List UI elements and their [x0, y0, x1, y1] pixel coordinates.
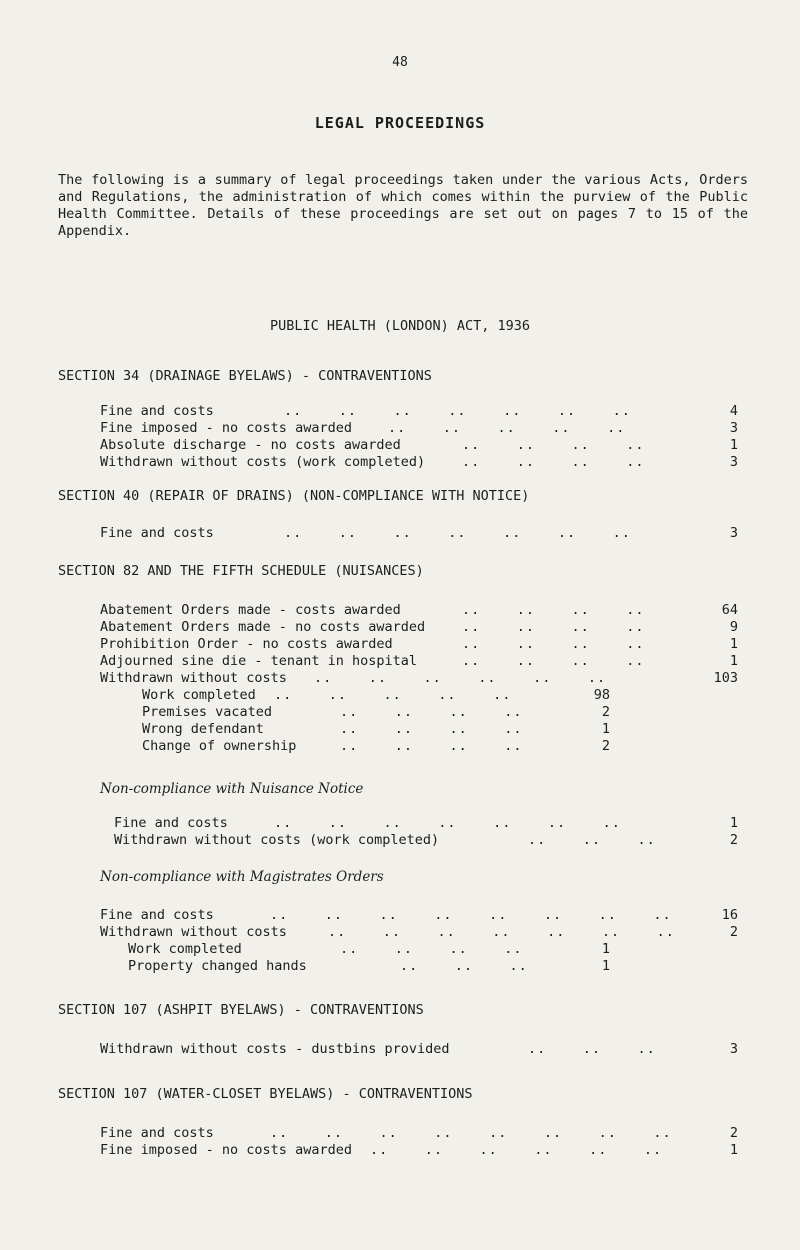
row-value: 103 — [713, 670, 738, 686]
row-value: 98 — [593, 687, 610, 703]
section-82-heading: SECTION 82 AND THE FIFTH SCHEDULE (NUISANCES) — [58, 563, 424, 579]
act-heading: PUBLIC HEALTH (LONDON) ACT, 1936 — [269, 318, 531, 334]
leader-dots: .. .. .. .. — [340, 721, 523, 737]
section-40-heading: SECTION 40 (REPAIR OF DRAINS) (NON-COMPLIANCE WITH NOTICE) — [58, 488, 530, 504]
sub-row — [0, 687, 800, 704]
table-row — [0, 907, 800, 924]
row-label: Premises vacated — [142, 704, 273, 720]
row-value: 1 — [729, 815, 738, 831]
row-label: Fine and costs — [114, 815, 228, 831]
intro-paragraph: The following is a summary of legal proceedings taken under the various Acts, Orders and Regulations, the administration of which comes within the purview of the Public Health Committee. Details of these proceedings are set out on pages 7 to 15 of the Appendix. — [58, 172, 748, 239]
leader-dots: .. .. .. .. — [340, 704, 523, 720]
leader-dots: .. .. .. .. .. .. .. .. — [270, 907, 672, 923]
table-row — [0, 602, 800, 619]
table-row — [0, 815, 800, 832]
leader-dots: .. .. .. .. — [462, 437, 645, 453]
row-value: 2 — [729, 832, 738, 848]
leader-dots: .. .. .. .. .. .. .. .. — [270, 1125, 672, 1141]
sub-row — [0, 704, 800, 721]
row-label: Adjourned sine die - tenant in hospital — [100, 653, 417, 669]
row-label: Change of ownership — [142, 738, 297, 754]
row-value: 2 — [601, 704, 610, 720]
leader-dots: .. .. .. .. .. .. .. — [284, 525, 631, 541]
section-34-heading: SECTION 34 (DRAINAGE BYELAWS) - CONTRAVENTIONS — [58, 368, 432, 384]
sub-row — [0, 721, 800, 738]
row-label: Absolute discharge - no costs awarded — [100, 437, 401, 453]
page-title: LEGAL PROCEEDINGS — [314, 114, 486, 132]
leader-dots: .. .. .. .. — [462, 454, 645, 470]
row-label: Withdrawn without costs — [100, 924, 287, 940]
row-value: 9 — [729, 619, 738, 635]
section-107-ashpit-heading: SECTION 107 (ASHPIT BYELAWS) - CONTRAVENTIONS — [58, 1002, 424, 1018]
row-label: Fine and costs — [100, 1125, 214, 1141]
table-row — [0, 420, 800, 437]
leader-dots: .. .. .. .. .. — [388, 420, 626, 436]
row-value: 1 — [729, 1142, 738, 1158]
leader-dots: .. .. .. .. — [462, 619, 645, 635]
row-value: 1 — [601, 941, 610, 957]
sub-row — [0, 738, 800, 755]
leader-dots: .. .. .. .. .. — [274, 687, 512, 703]
row-label: Prohibition Order - no costs awarded — [100, 636, 393, 652]
table-row — [0, 924, 800, 941]
table-row — [0, 670, 800, 687]
table-row — [0, 1041, 800, 1058]
leader-dots: .. .. .. .. — [462, 636, 645, 652]
section-107-water-closet-heading: SECTION 107 (WATER-CLOSET BYELAWS) - CONTRAVENTIONS — [58, 1086, 473, 1102]
row-label: Abatement Orders made - costs awarded — [100, 602, 401, 618]
row-value: 3 — [729, 525, 738, 541]
row-value: 2 — [729, 1125, 738, 1141]
row-value: 3 — [729, 454, 738, 470]
table-row — [0, 403, 800, 420]
table-row — [0, 454, 800, 471]
row-label: Fine and costs — [100, 525, 214, 541]
row-value: 3 — [729, 420, 738, 436]
row-value: 1 — [601, 958, 610, 974]
row-value: 16 — [721, 907, 738, 923]
leader-dots: .. .. .. .. — [462, 653, 645, 669]
leader-dots: .. .. .. .. .. .. — [370, 1142, 663, 1158]
row-label: Work completed — [128, 941, 242, 957]
leader-dots: .. .. .. .. .. .. — [314, 670, 607, 686]
subsection-heading-notice: Non-compliance with Nuisance Notice — [100, 781, 364, 797]
row-value: 1 — [729, 653, 738, 669]
row-label: Withdrawn without costs - dustbins provided — [100, 1041, 450, 1057]
leader-dots: .. .. .. .. .. .. .. — [274, 815, 621, 831]
table-row — [0, 619, 800, 636]
leader-dots: .. .. .. .. — [340, 941, 523, 957]
row-value: 1 — [729, 636, 738, 652]
row-label: Fine imposed - no costs awarded — [100, 420, 352, 436]
row-label: Withdrawn without costs (work completed) — [114, 832, 440, 848]
leader-dots: .. .. .. — [400, 958, 528, 974]
row-value: 2 — [601, 738, 610, 754]
leader-dots: .. .. .. .. — [340, 738, 523, 754]
leader-dots: .. .. .. .. .. .. .. — [328, 924, 675, 940]
row-value: 1 — [729, 437, 738, 453]
row-label: Property changed hands — [128, 958, 307, 974]
row-value: 1 — [601, 721, 610, 737]
row-label: Wrong defendant — [142, 721, 264, 737]
row-value: 64 — [721, 602, 738, 618]
table-row — [0, 1142, 800, 1159]
sub-row — [0, 958, 800, 975]
sub-row — [0, 941, 800, 958]
table-row — [0, 636, 800, 653]
leader-dots: .. .. .. — [528, 832, 656, 848]
row-label: Work completed — [142, 687, 256, 703]
page-number: 48 — [392, 55, 408, 70]
leader-dots: .. .. .. .. — [462, 602, 645, 618]
table-row — [0, 653, 800, 670]
row-label: Fine imposed - no costs awarded — [100, 1142, 352, 1158]
row-label: Withdrawn without costs — [100, 670, 287, 686]
row-label: Fine and costs — [100, 403, 214, 419]
table-row — [0, 525, 800, 542]
row-label: Fine and costs — [100, 907, 214, 923]
row-value: 2 — [729, 924, 738, 940]
table-row — [0, 832, 800, 849]
table-row — [0, 1125, 800, 1142]
row-label: Withdrawn without costs (work completed) — [100, 454, 426, 470]
leader-dots: .. .. .. .. .. .. .. — [284, 403, 631, 419]
subsection-heading-orders: Non-compliance with Magistrates Orders — [100, 869, 384, 885]
row-value: 4 — [729, 403, 738, 419]
table-row — [0, 437, 800, 454]
row-label: Abatement Orders made - no costs awarded — [100, 619, 426, 635]
leader-dots: .. .. .. — [528, 1041, 656, 1057]
row-value: 3 — [729, 1041, 738, 1057]
